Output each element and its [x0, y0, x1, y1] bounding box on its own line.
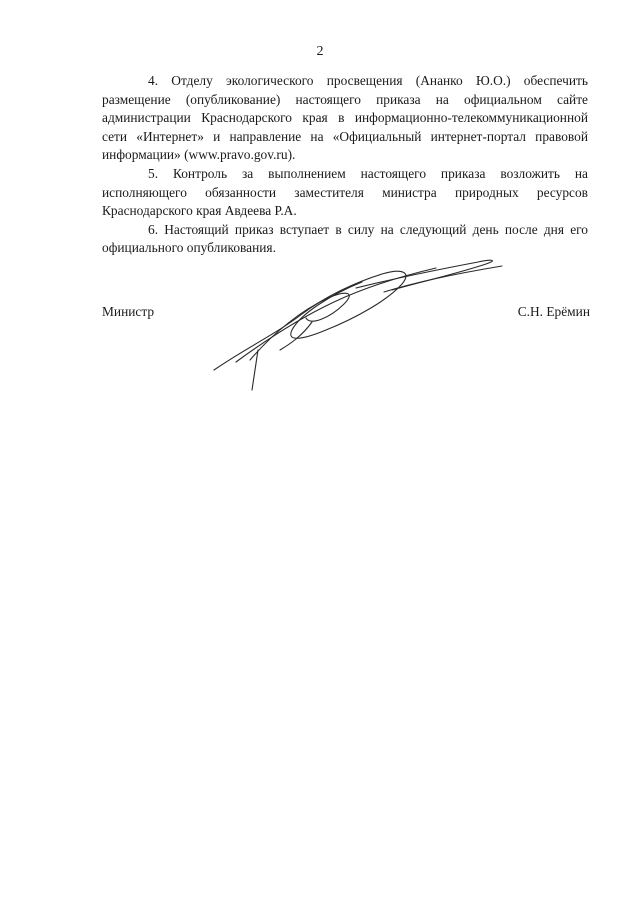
paragraph-5: 5. Контроль за выполнением настоящего приказа возложить на исполняющего обязанности заместителя министра природных ресурсов Краснодарского края Авдеева Р.А. [102, 165, 588, 219]
signatory-title: Министр [102, 304, 155, 319]
paragraph-4: 4. Отделу экологического просвещения (Ананко Ю.О.) обеспечить размещение (опубликование) настоящего приказа на официальном сайте администрации Краснодарского края в информационно-телекоммуникационной сети «Интернет» и направление на «Официальный интернет-портал правовой информации» (www.pravo.gov.ru). [102, 73, 588, 163]
document-body [102, 72, 588, 258]
signatory-name: С.Н. Ерёмин [517, 304, 590, 319]
page-number: 2 [316, 44, 324, 59]
handwritten-signature [206, 252, 506, 402]
paragraph-6: 6. Настоящий приказ вступает в силу на следующий день после дня его официального опубликования. [102, 221, 588, 256]
signature-block [102, 300, 590, 400]
